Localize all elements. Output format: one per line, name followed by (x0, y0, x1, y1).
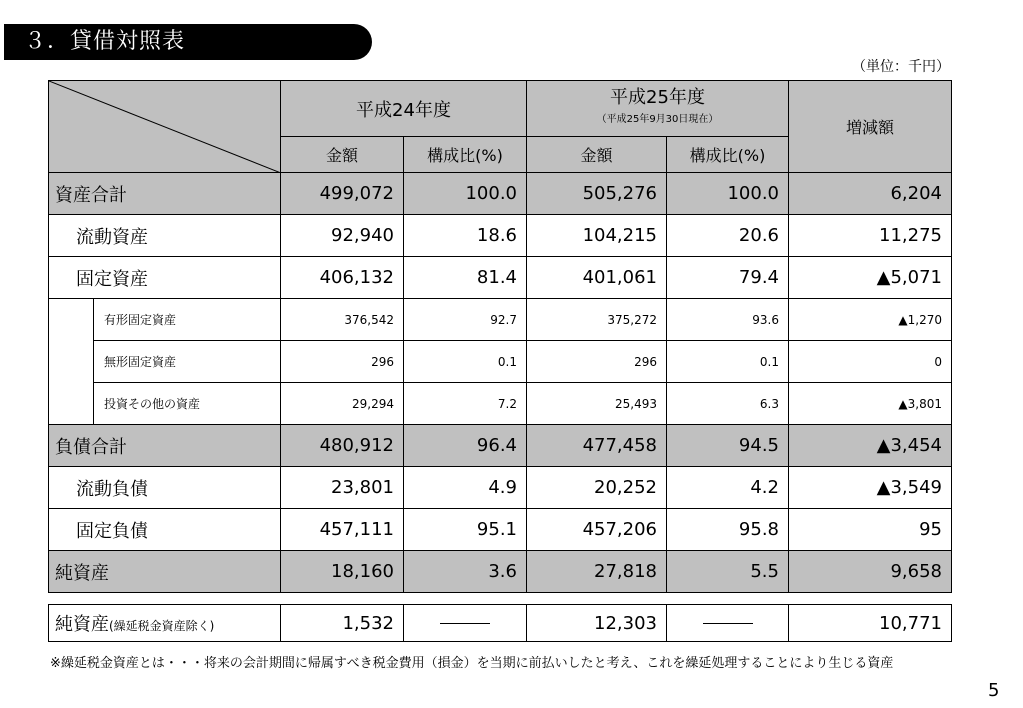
net-excl-label-sub: (繰延税金資産除く) (109, 619, 215, 633)
section-title-banner (4, 24, 372, 60)
net-excl-label (49, 605, 281, 642)
cell-ratio-24: 18.6 (404, 215, 527, 257)
footnote: ※繰延税金資産とは・・・将来の会計期間に帰属すべき税金費用（損金）を当期に前払いしたと考え、これを繰延処理することにより生じる資産 (50, 656, 894, 671)
cell-ratio-25: 5.5 (667, 551, 789, 593)
cell-change: ▲3,549 (789, 467, 952, 509)
net-excl-label-main: 純資産 (55, 614, 109, 635)
header-amount-25: 金額 (527, 137, 667, 173)
cell-amount-25: 12,303 (527, 605, 667, 642)
cell-amount-24: 457,111 (281, 509, 404, 551)
cell-change: 9,658 (789, 551, 952, 593)
cell-ratio-25: 6.3 (667, 383, 789, 425)
cell-ratio-25: 0.1 (667, 341, 789, 383)
row-label: 固定資産 (49, 257, 281, 299)
header-fy25 (527, 81, 789, 137)
cell-ratio-24: 4.9 (404, 467, 527, 509)
section-title: ３．貸借対照表 (24, 29, 186, 54)
table-row (49, 173, 952, 215)
cell-ratio-25: 94.5 (667, 425, 789, 467)
row-label: 固定負債 (49, 509, 281, 551)
row-label: 有形固定資産 (94, 299, 281, 341)
cell-ratio-24: 96.4 (404, 425, 527, 467)
table-row (49, 215, 952, 257)
cell-amount-25: 104,215 (527, 215, 667, 257)
cell-amount-25: 505,276 (527, 173, 667, 215)
cell-amount-24: 18,160 (281, 551, 404, 593)
cell-amount-24: 499,072 (281, 173, 404, 215)
cell-amount-25: 25,493 (527, 383, 667, 425)
dash-line (703, 623, 753, 624)
indent-spacer (49, 299, 94, 425)
table-row (49, 605, 952, 642)
row-label: 投資その他の資産 (94, 383, 281, 425)
cell-ratio-24: 81.4 (404, 257, 527, 299)
net-assets-excl-table (48, 604, 952, 642)
cell-change: 10,771 (789, 605, 952, 642)
cell-amount-24: 1,532 (281, 605, 404, 642)
cell-change: ▲5,071 (789, 257, 952, 299)
header-change: 増減額 (789, 81, 952, 173)
cell-amount-25: 375,272 (527, 299, 667, 341)
cell-change: ▲3,801 (789, 383, 952, 425)
cell-amount-24: 92,940 (281, 215, 404, 257)
header-ratio-25: 構成比(%) (667, 137, 789, 173)
cell-ratio-24: 92.7 (404, 299, 527, 341)
table-row (49, 425, 952, 467)
cell-ratio-24: 95.1 (404, 509, 527, 551)
table-row (49, 467, 952, 509)
cell-amount-25: 27,818 (527, 551, 667, 593)
cell-change: 6,204 (789, 173, 952, 215)
row-label: 流動資産 (49, 215, 281, 257)
cell-ratio-24: 100.0 (404, 173, 527, 215)
balance-sheet-table (48, 80, 952, 593)
cell-amount-25: 477,458 (527, 425, 667, 467)
table-row (49, 341, 952, 383)
table-row (49, 299, 952, 341)
corner-cell (49, 81, 281, 173)
cell-amount-24: 406,132 (281, 257, 404, 299)
header-fy25-label: 平成25年度 (610, 86, 705, 108)
row-label: 流動負債 (49, 467, 281, 509)
cell-ratio-24: 0.1 (404, 341, 527, 383)
table-row (49, 509, 952, 551)
table-row (49, 551, 952, 593)
dash-line (440, 623, 490, 624)
cell-amount-25: 457,206 (527, 509, 667, 551)
cell-amount-25: 401,061 (527, 257, 667, 299)
cell-ratio-24: 7.2 (404, 383, 527, 425)
page-number: 5 (988, 680, 1000, 701)
cell-ratio-24 (404, 605, 527, 642)
cell-ratio-25 (667, 605, 789, 642)
cell-change: ▲1,270 (789, 299, 952, 341)
table-row (49, 383, 952, 425)
header-fy24: 平成24年度 (281, 81, 527, 137)
row-label: 負債合計 (49, 425, 281, 467)
cell-ratio-25: 79.4 (667, 257, 789, 299)
cell-amount-25: 20,252 (527, 467, 667, 509)
cell-amount-24: 296 (281, 341, 404, 383)
cell-ratio-25: 100.0 (667, 173, 789, 215)
table-row (49, 257, 952, 299)
cell-amount-25: 296 (527, 341, 667, 383)
cell-amount-24: 29,294 (281, 383, 404, 425)
cell-amount-24: 376,542 (281, 299, 404, 341)
cell-ratio-25: 20.6 (667, 215, 789, 257)
cell-amount-24: 480,912 (281, 425, 404, 467)
row-label: 無形固定資産 (94, 341, 281, 383)
cell-ratio-25: 4.2 (667, 467, 789, 509)
cell-change: 95 (789, 509, 952, 551)
unit-label: （単位：千円） (852, 59, 950, 75)
row-label: 純資産 (49, 551, 281, 593)
header-amount-24: 金額 (281, 137, 404, 173)
header-fy25-date: （平成25年9月30日現在） (596, 113, 719, 125)
cell-ratio-25: 93.6 (667, 299, 789, 341)
cell-change: ▲3,454 (789, 425, 952, 467)
corner-diagonal-line (49, 81, 281, 173)
cell-amount-24: 23,801 (281, 467, 404, 509)
cell-ratio-24: 3.6 (404, 551, 527, 593)
cell-ratio-25: 95.8 (667, 509, 789, 551)
header-ratio-24: 構成比(%) (404, 137, 527, 173)
cell-change: 0 (789, 341, 952, 383)
row-label: 資産合計 (49, 173, 281, 215)
cell-change: 11,275 (789, 215, 952, 257)
